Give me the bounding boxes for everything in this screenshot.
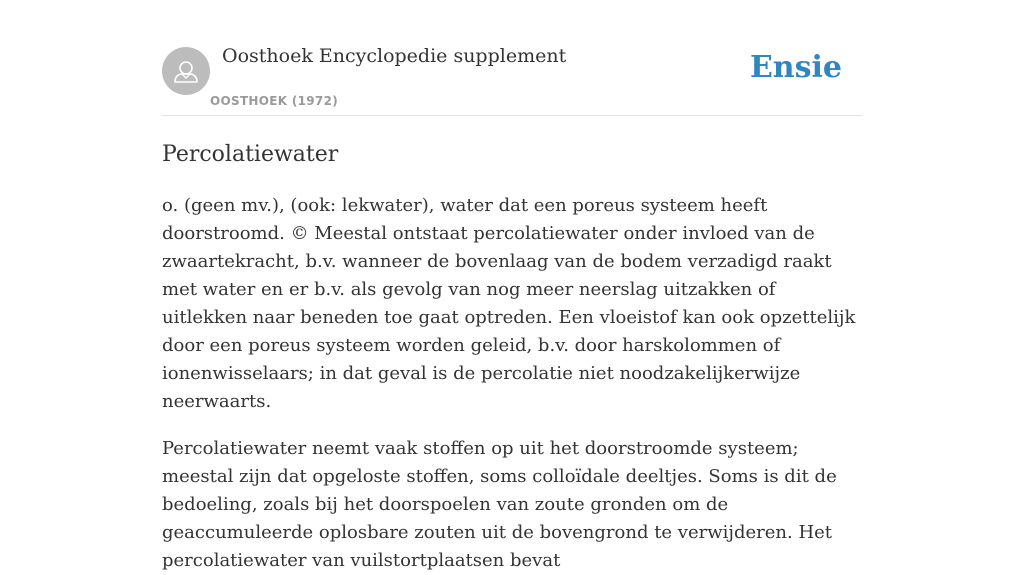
avatar[interactable] <box>162 47 210 95</box>
user-icon <box>162 47 210 95</box>
source-title[interactable]: Oosthoek Encyclopedie supplement <box>222 45 567 67</box>
article-paragraph-1: o. (geen mv.), (ook: lekwater), water dat een poreus systeem heeft doorstroomd. © Meestal ontstaat percolatiewater onder invloed van de zwaartekracht, b.v. wanneer de bovenlaag van de bodem verzadigd raakt met water en er b.v. als gevolg van nog meer neerslag uitzakken of uitlekken naar beneden toe gaat optreden. Een vloeistof kan ook opzettelijk door een poreus systeem worden geleid, b.v. door harskolommen of ionenwisselaars; in dat geval is de percolatie niet noodzakelijkerwijze neerwaarts. <box>162 195 856 412</box>
source-header <box>162 0 862 116</box>
article-paragraph-2: Percolatiewater neemt vaak stoffen op uit het doorstroomde systeem; meestal zijn dat opgeloste stoffen, soms colloïdale deeltjes. Soms is dit de bedoeling, zoals bij het doorspoelen van zoute gronden om de geaccumuleerde oplosbare zouten uit de bovengrond te verwijderen. Het percolatiewater van vuilstortplaatsen bevat <box>162 438 837 571</box>
ensie-logo-link[interactable]: Ensie <box>749 50 842 85</box>
content-column <box>162 0 862 575</box>
article-title: Percolatiewater <box>162 142 339 167</box>
publisher-label: OOSTHOEK (1972) <box>210 94 339 108</box>
